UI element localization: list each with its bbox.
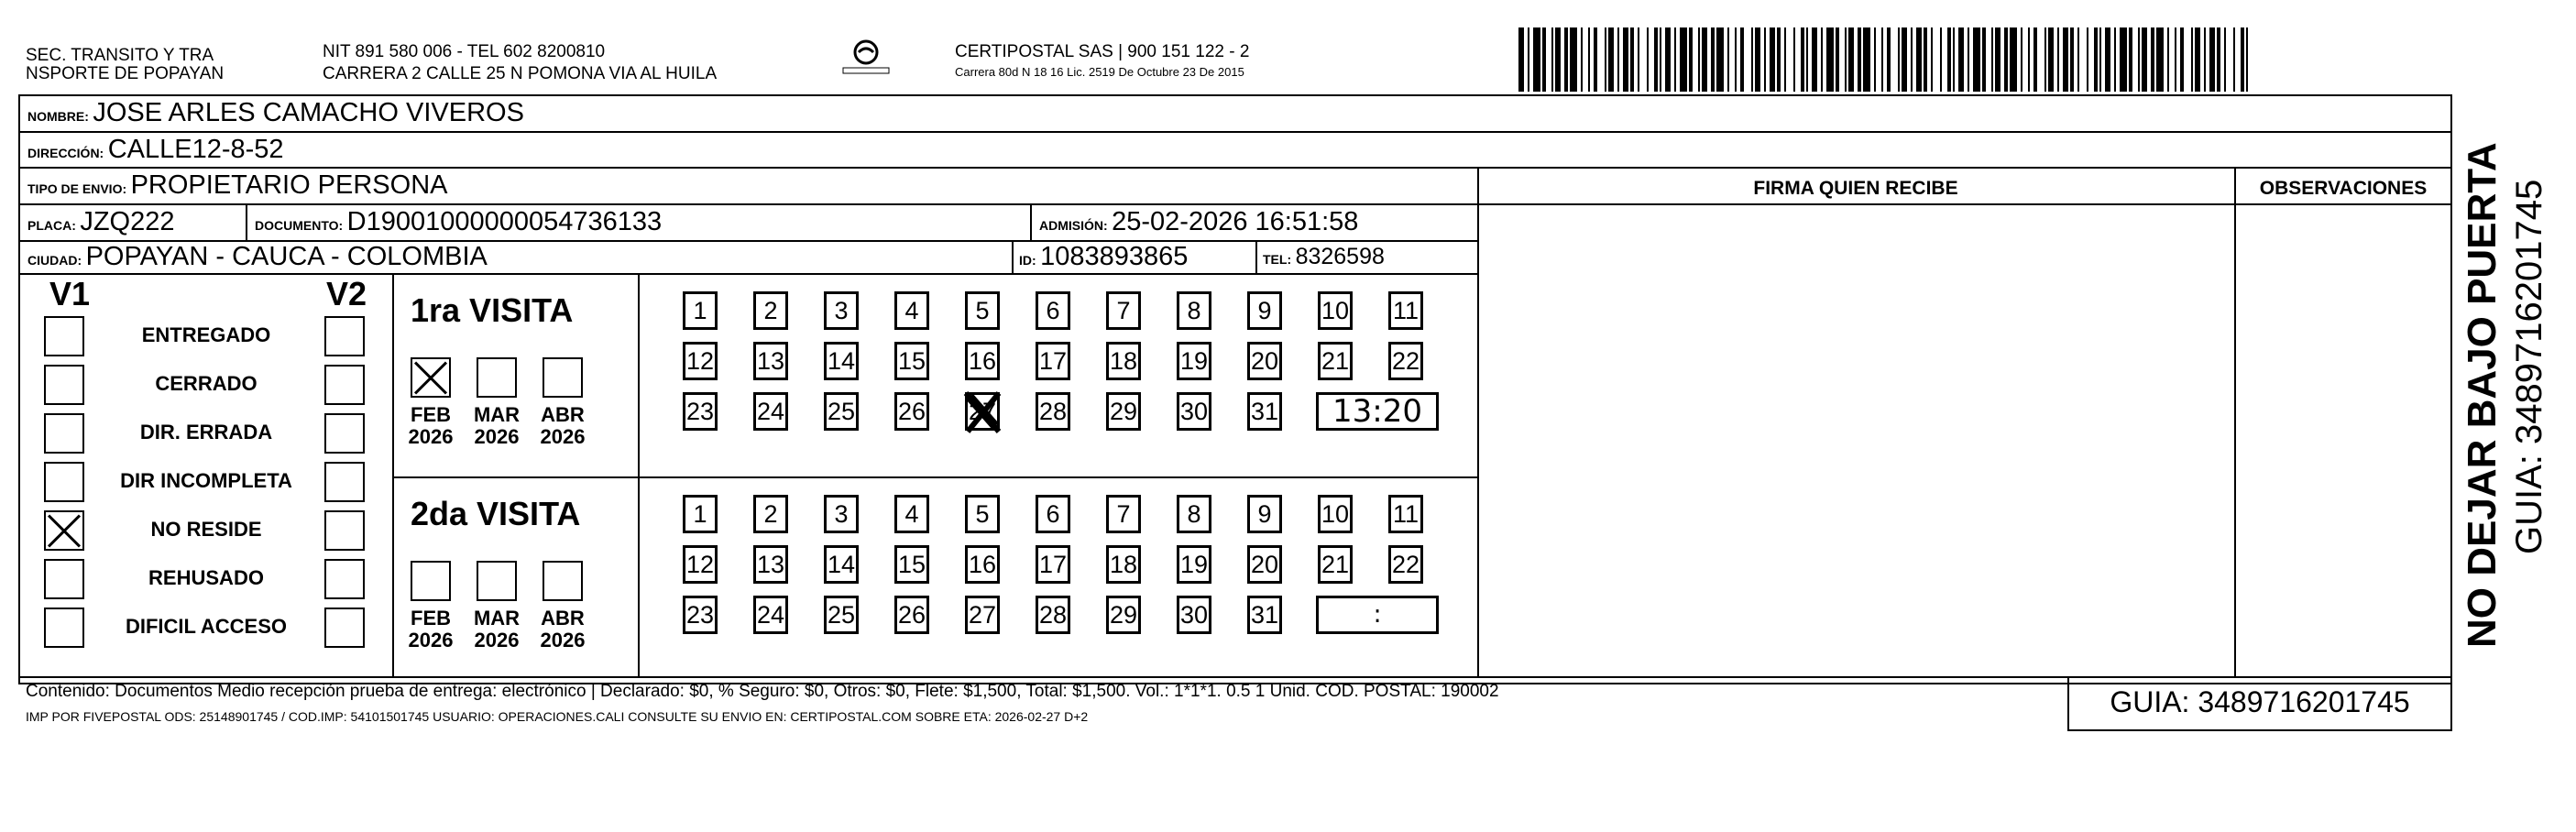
reason-label: DIR INCOMPLETA: [120, 469, 292, 492]
day-box[interactable]: 21: [1318, 545, 1353, 584]
barcode-bar: [1826, 27, 1834, 92]
day-box[interactable]: 29: [1106, 392, 1141, 431]
barcode-bar: [2248, 27, 2252, 92]
day-box[interactable]: 22: [1388, 342, 1423, 380]
day-box[interactable]: 6: [1036, 291, 1070, 330]
reason-v2-checkbox[interactable]: [324, 365, 365, 405]
day-box[interactable]: 8: [1177, 495, 1211, 533]
city-label: CIUDAD:: [27, 253, 82, 268]
day-box[interactable]: 24: [753, 596, 788, 634]
guia-number: GUIA: 3489716201745: [2110, 685, 2410, 718]
visit-title: 1ra VISITA: [411, 291, 574, 329]
month-label: [532, 608, 594, 651]
day-box[interactable]: 3: [824, 291, 859, 330]
day-box[interactable]: 1: [683, 495, 718, 533]
barcode-bar: [1680, 27, 1687, 92]
document-field: [255, 208, 662, 240]
warning-text: NO DEJAR BAJO PUERTA: [2460, 142, 2505, 648]
day-box[interactable]: 15: [894, 545, 929, 584]
signature-label: FIRMA QUIEN RECIBE: [1753, 178, 1958, 199]
plate-value: JZQ222: [80, 207, 175, 236]
observations-label: OBSERVACIONES: [2259, 178, 2428, 199]
day-box[interactable]: 8: [1177, 291, 1211, 330]
reason-label: REHUSADO: [148, 566, 264, 589]
shipment-type-label: TIPO DE ENVIO:: [27, 181, 127, 196]
day-box[interactable]: 27: [965, 392, 1000, 431]
barcode-bar: [1639, 27, 1647, 92]
day-box[interactable]: 4: [894, 495, 929, 533]
month-checkbox[interactable]: [543, 357, 583, 398]
day-box[interactable]: 16: [965, 342, 1000, 380]
admission-label: ADMISIÓN:: [1039, 218, 1108, 233]
barcode-bar: [2156, 27, 2164, 92]
day-box[interactable]: 26: [894, 596, 929, 634]
barcode-bar: [1933, 27, 1940, 92]
day-box[interactable]: 24: [753, 392, 788, 431]
barcode-bar: [1786, 27, 1793, 92]
month-checkbox[interactable]: [477, 561, 517, 601]
carrier-name: CERTIPOSTAL SAS | 900 151 122 - 2: [955, 42, 1250, 61]
month-checkbox[interactable]: [543, 561, 583, 601]
month-checkbox[interactable]: [411, 357, 451, 398]
tel-value: 8326598: [1295, 244, 1385, 269]
day-box[interactable]: 22: [1388, 545, 1423, 584]
barcode-bar: [2226, 27, 2233, 92]
v2-header: V2: [326, 275, 367, 312]
day-box[interactable]: 14: [824, 342, 859, 380]
recipient-name-label: NOMBRE:: [27, 109, 89, 124]
side-guia-number: GUIA: 3489716201745: [2509, 179, 2549, 554]
reason-label: DIFICIL ACCESO: [125, 615, 287, 638]
day-box[interactable]: 11: [1388, 495, 1423, 533]
day-box[interactable]: 27: [965, 596, 1000, 634]
day-box[interactable]: 23: [683, 392, 718, 431]
month-label: [532, 404, 594, 448]
reason-v1-checkbox[interactable]: [44, 316, 84, 356]
document-value: D19001000000054736133: [346, 207, 663, 236]
id-label: ID:: [1019, 253, 1036, 268]
admission-value: 25-02-2026 16:51:58: [1112, 207, 1359, 236]
shipment-type-row: [27, 171, 448, 203]
month-year: 2026: [474, 425, 520, 448]
day-box[interactable]: 17: [1036, 342, 1070, 380]
month-year: 2026: [540, 629, 586, 651]
day-box[interactable]: 2: [753, 495, 788, 533]
day-box[interactable]: 9: [1247, 291, 1282, 330]
month-label: [400, 404, 462, 448]
sender-address: CARRERA 2 CALLE 25 N POMONA VIA AL HUILA: [323, 64, 718, 83]
month-year: 2026: [540, 425, 586, 448]
admission-field: [1039, 208, 1358, 240]
day-cross-mark-icon: [962, 389, 1004, 435]
day-box[interactable]: 4: [894, 291, 929, 330]
sender-name-line1: SEC. TRANSITO Y TRA: [26, 46, 214, 65]
tel-field: [1263, 243, 1385, 274]
day-box[interactable]: 15: [894, 342, 929, 380]
day-box[interactable]: 5: [965, 291, 1000, 330]
reason-label: ENTREGADO: [141, 323, 271, 346]
reason-v1-checkbox[interactable]: [44, 365, 84, 405]
reason-v2-checkbox[interactable]: [324, 510, 365, 551]
day-box[interactable]: 11: [1388, 291, 1423, 330]
day-box[interactable]: 16: [965, 545, 1000, 584]
month-name: ABR: [541, 403, 585, 426]
recipient-address: CALLE12-8-52: [107, 135, 284, 164]
v1-header: V1: [49, 275, 91, 312]
day-box[interactable]: 21: [1318, 342, 1353, 380]
reason-v2-checkbox[interactable]: [324, 316, 365, 356]
barcode-bar: [2184, 27, 2191, 92]
barcode-bar: [1597, 27, 1605, 92]
recipient-address-label: DIRECCIÓN:: [27, 146, 104, 160]
day-box[interactable]: 10: [1318, 291, 1353, 330]
day-box[interactable]: 3: [824, 495, 859, 533]
day-box[interactable]: 20: [1247, 342, 1282, 380]
tel-label: TEL:: [1263, 252, 1292, 267]
month-name: FEB: [411, 403, 451, 426]
carrier-logo-icon: [839, 37, 893, 82]
day-box[interactable]: 9: [1247, 495, 1282, 533]
day-box[interactable]: 28: [1036, 596, 1070, 634]
recipient-name: JOSE ARLES CAMACHO VIVEROS: [93, 98, 524, 127]
barcode-bar: [2010, 27, 2017, 92]
reason-v2-checkbox[interactable]: [324, 608, 365, 648]
day-box[interactable]: 29: [1106, 596, 1141, 634]
reason-v2-checkbox[interactable]: [324, 462, 365, 502]
visit-time-field[interactable]: 13:20: [1316, 392, 1439, 431]
day-box[interactable]: 20: [1247, 545, 1282, 584]
plate-label: PLACA:: [27, 218, 76, 233]
day-box[interactable]: 14: [824, 545, 859, 584]
month-checkbox[interactable]: [411, 561, 451, 601]
reason-v1-checkbox[interactable]: [44, 510, 84, 551]
plate-field: [27, 208, 175, 240]
day-box[interactable]: 30: [1177, 596, 1211, 634]
month-label: [466, 608, 528, 651]
reason-v1-checkbox[interactable]: [44, 462, 84, 502]
sender-nit: NIT 891 580 006 - TEL 602 8200810: [323, 42, 606, 61]
day-box[interactable]: 23: [683, 596, 718, 634]
day-box[interactable]: 28: [1036, 392, 1070, 431]
day-box[interactable]: 13: [753, 342, 788, 380]
day-box[interactable]: 17: [1036, 545, 1070, 584]
day-box[interactable]: 18: [1106, 545, 1141, 584]
day-box[interactable]: 13: [753, 545, 788, 584]
day-box[interactable]: 25: [824, 392, 859, 431]
carrier-license: Carrera 80d N 18 16 Lic. 2519 De Octubre 23 De 2015: [955, 65, 1244, 79]
day-box[interactable]: 12: [683, 545, 718, 584]
barcode-bar: [1744, 27, 1751, 92]
print-info: IMP POR FIVEPOSTAL ODS: 25148901745 / COD.IMP: 54101501745 USUARIO: OPERACIONES.CALI CONSULTE SU ENVIO EN: CERTIPOSTAL.COM SOBRE ETA: 2026-02-27 D+2: [26, 709, 1089, 724]
month-year: 2026: [408, 629, 454, 651]
reason-v1-checkbox[interactable]: [44, 608, 84, 648]
month-name: FEB: [411, 607, 451, 629]
day-box[interactable]: 2: [753, 291, 788, 330]
day-box[interactable]: 12: [683, 342, 718, 380]
visit-title: 2da VISITA: [411, 495, 581, 532]
barcode-bar: [1533, 27, 1540, 92]
day-box[interactable]: 26: [894, 392, 929, 431]
barcode: [1518, 27, 2261, 92]
city-value: POPAYAN - CAUCA - COLOMBIA: [85, 242, 488, 271]
day-box[interactable]: 31: [1247, 596, 1282, 634]
barcode-bar: [1891, 27, 1898, 92]
reason-v1-checkbox[interactable]: [44, 559, 84, 599]
sender-name-line2: NSPORTE DE POPAYAN: [26, 64, 225, 83]
day-box[interactable]: 19: [1177, 545, 1211, 584]
reason-label: NO RESIDE: [150, 518, 262, 541]
month-name: MAR: [473, 607, 521, 629]
day-box[interactable]: 7: [1106, 291, 1141, 330]
reason-v2-checkbox[interactable]: [324, 559, 365, 599]
day-box[interactable]: 25: [824, 596, 859, 634]
visit-time-field[interactable]: :: [1316, 596, 1439, 634]
recipient-address-row: [27, 136, 284, 168]
day-box[interactable]: 1: [683, 291, 718, 330]
barcode-bar: [1863, 27, 1870, 92]
day-box[interactable]: 6: [1036, 495, 1070, 533]
month-year: 2026: [408, 425, 454, 448]
reason-v2-checkbox[interactable]: [324, 413, 365, 454]
day-box[interactable]: 5: [965, 495, 1000, 533]
barcode-bar: [1716, 27, 1724, 92]
month-label: [400, 608, 462, 651]
barcode-bar: [2037, 27, 2044, 92]
barcode-bar: [2079, 27, 2087, 92]
reason-label: CERRADO: [155, 372, 258, 395]
day-box[interactable]: 19: [1177, 342, 1211, 380]
month-year: 2026: [474, 629, 520, 651]
day-box[interactable]: 30: [1177, 392, 1211, 431]
day-box[interactable]: 7: [1106, 495, 1141, 533]
recipient-name-row: [27, 99, 524, 131]
shipment-type: PROPIETARIO PERSONA: [130, 170, 448, 200]
month-name: ABR: [541, 607, 585, 629]
barcode-bar: [1570, 27, 1577, 92]
id-field: [1019, 243, 1188, 275]
shipment-contents: Contenido: Documentos Medio recepción prueba de entrega: electrónico | Declarado: $0, % Seguro: $0, Otros: $0, Flete: $1,500, Total: $1,500. Vol.: 1*1*1. 0.5 1 Unid. COD. POSTAL: 190002: [26, 682, 1499, 701]
city-field: [27, 243, 488, 275]
month-name: MAR: [473, 403, 521, 426]
day-box[interactable]: 18: [1106, 342, 1141, 380]
day-box[interactable]: 10: [1318, 495, 1353, 533]
reason-v1-checkbox[interactable]: [44, 413, 84, 454]
barcode-bar: [1973, 27, 1980, 92]
barcode-bar: [2120, 27, 2127, 92]
reason-label: DIR. ERRADA: [139, 421, 273, 443]
document-label: DOCUMENTO:: [255, 218, 344, 233]
month-label: [466, 404, 528, 448]
id-value: 1083893865: [1040, 242, 1189, 271]
day-box[interactable]: 31: [1247, 392, 1282, 431]
month-checkbox[interactable]: [477, 357, 517, 398]
